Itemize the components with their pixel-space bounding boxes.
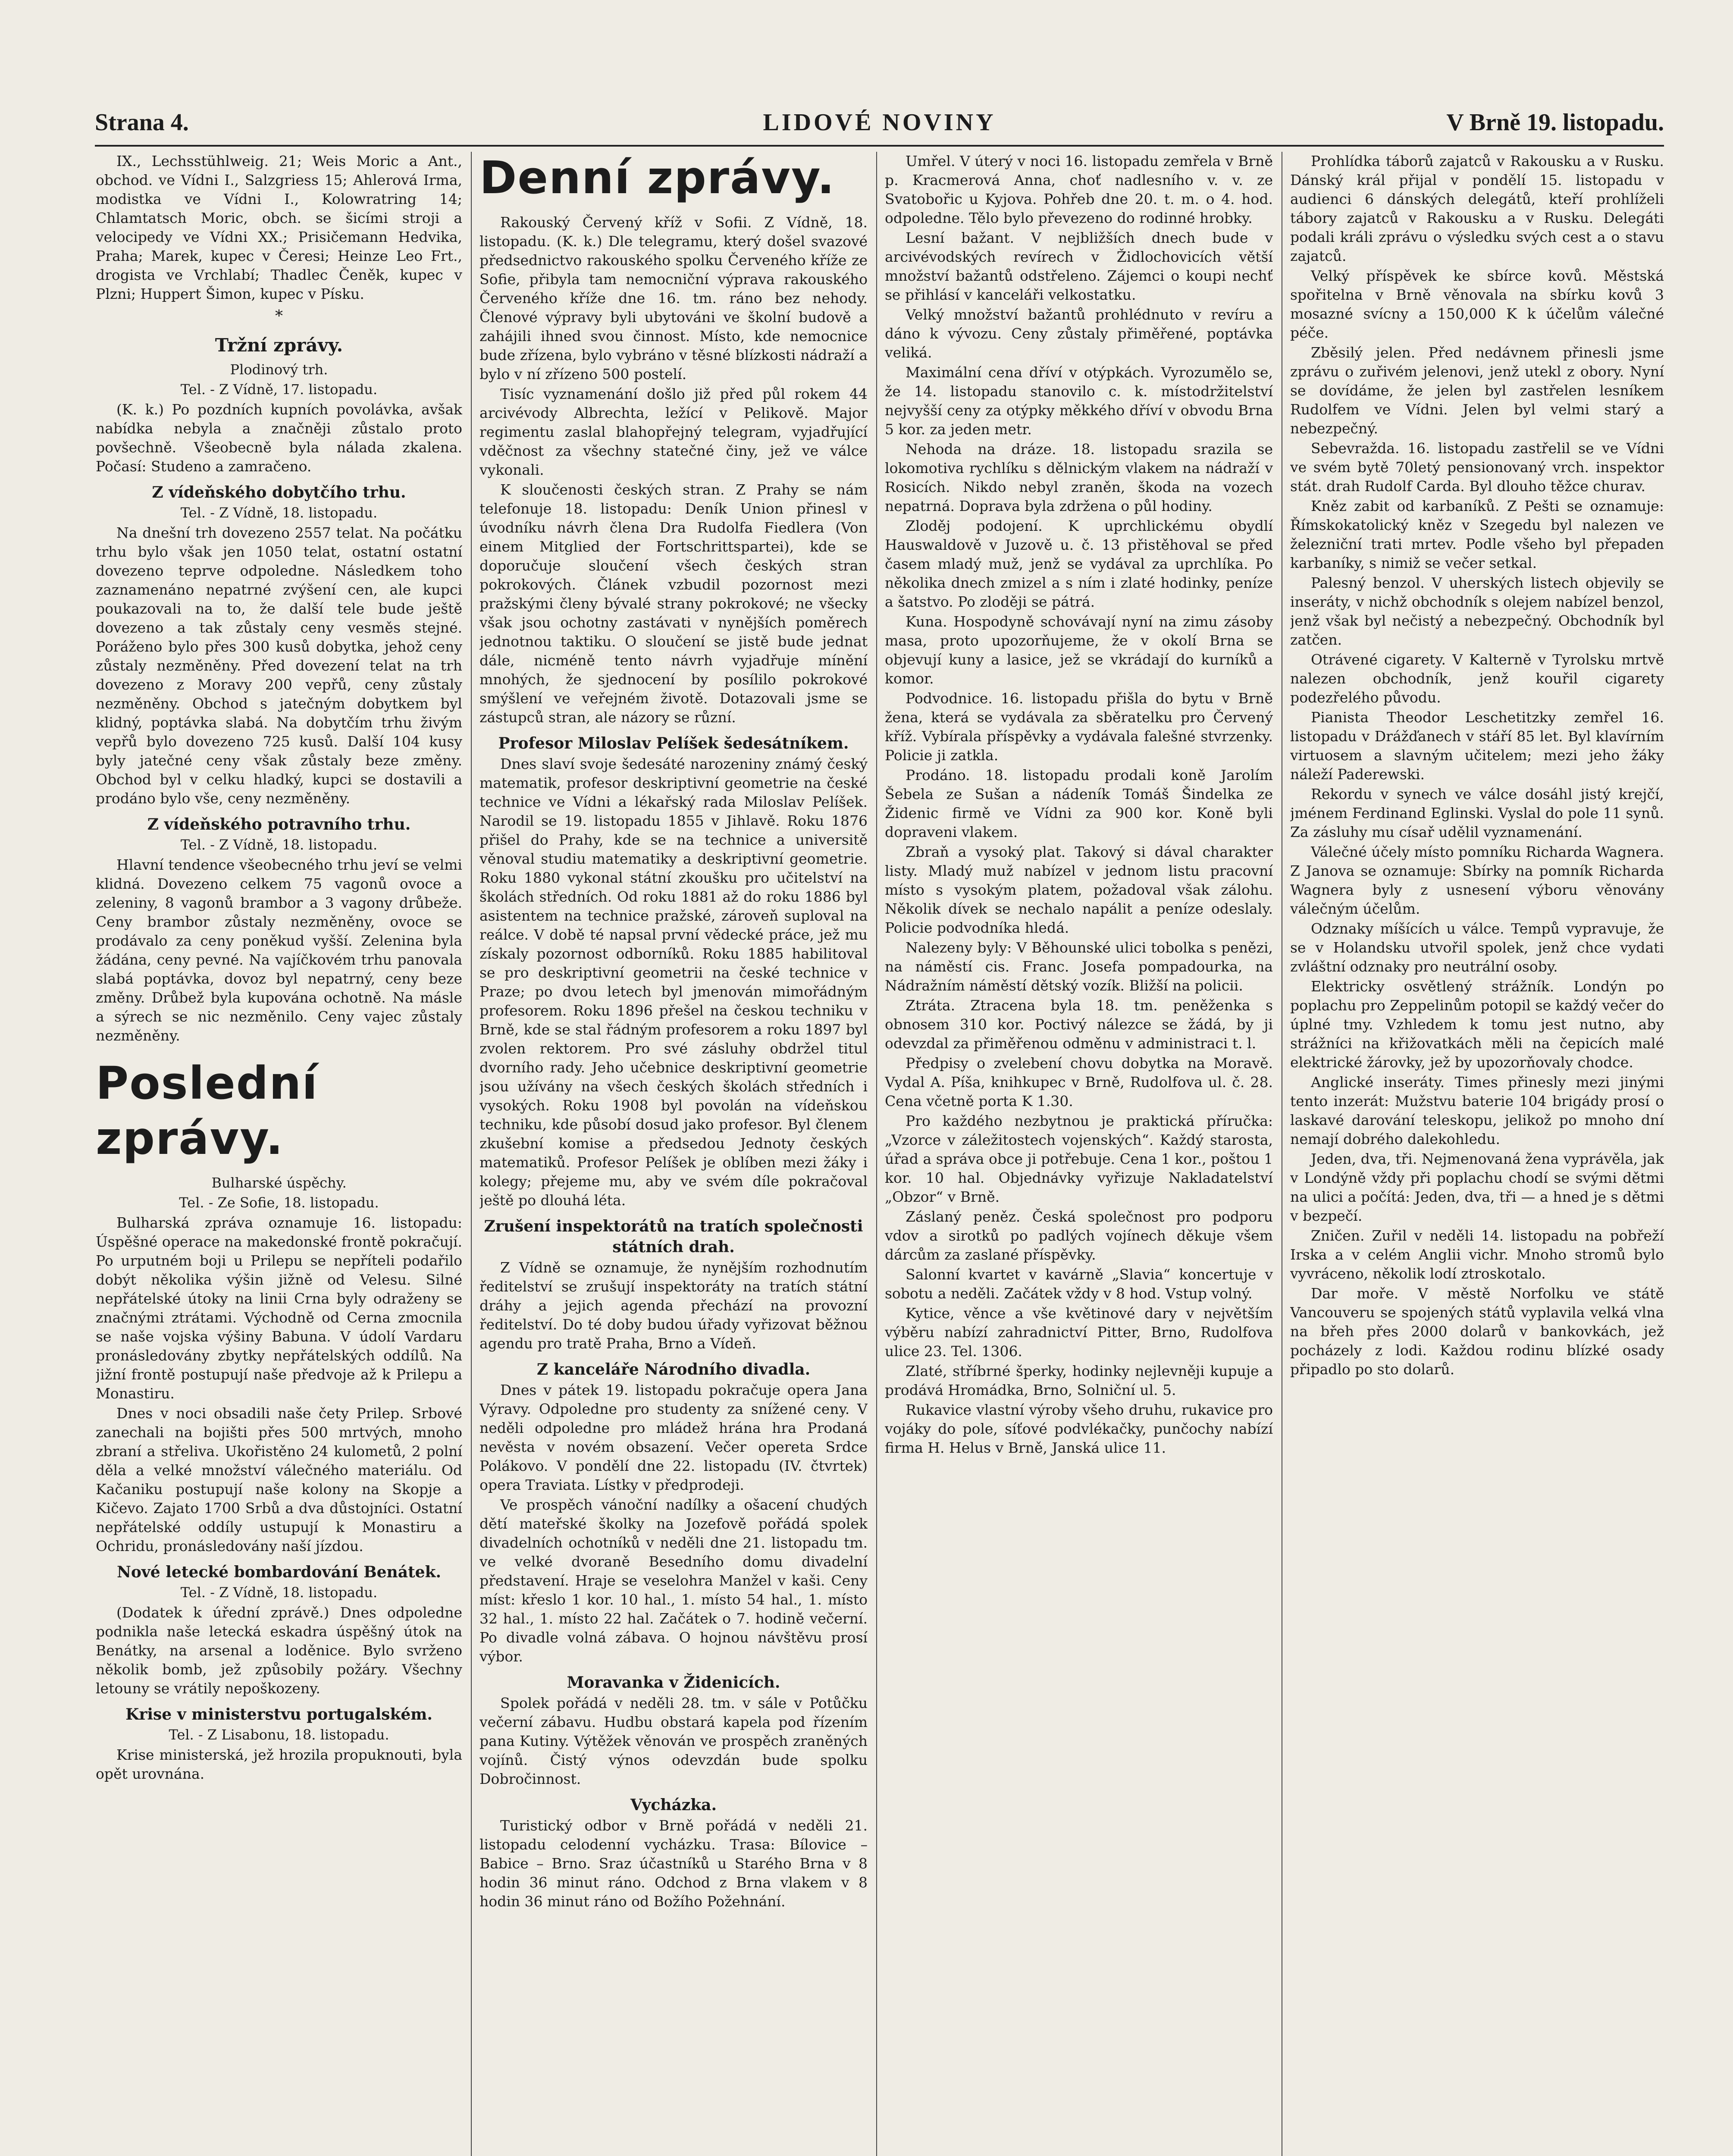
article-text: Ztráta. Ztracena byla 18. tm. peněženka s obnosem 310 kor. Poctivý nálezce se žádá, by ji odevzdal za přiměřenou odměnu v administraci t. l.: [885, 997, 1273, 1052]
subsection-title: Z vídeňského potravního trhu.: [147, 815, 411, 834]
dateline-source: Tel. - Z Lisabonu, 18. listopadu.: [169, 1727, 389, 1743]
article-text: Rakouský Červený kříž v Sofii. Z Vídně, 18. listopadu. (K. k.) Dle telegramu, který došel svazové předsednictvo rakouského spolku Červeného kříže ze Sofie, přibyla tam nemocniční výprava rakouského Červeného kříže dne 16. tm. ráno bez nehody. Členové výpravy byli ubytováni ve školní budově a zahájili ihned svou činnost. Místo, kde nemocnice bude zřízena, bylo vybráno v těsné blízkosti nádraží a bylo v ní zřízeno 500 postelí.: [479, 214, 868, 382]
article-text: Zbraň a vysoký plat. Takový si dával charakter listy. Mladý muž nabízel v jednom listu pracovní místo s vysokým platem, požadoval však zálohu. Několik dívek se nechalo napálit a peníze odeslaly. Policie podvodníka hledá.: [885, 843, 1273, 936]
article-text: Odznaky míšících u válce. Tempů vypravuje, že se v Holandsku utvořil spolek, jenž chce vydati zvláštní odznaky pro neutrální osoby.: [1290, 920, 1664, 975]
column-1: [96, 152, 462, 2156]
article-text: Prodáno. 18. listopadu prodali koně Jarolím Šebela ze Sušan a nádeník Tomáš Šindelka ze Židenic firmě ve Vídni za 900 kor. Koně byli dopraveni vlakem.: [885, 767, 1273, 840]
article-text: K sloučenosti českých stran. Z Prahy se nám telefonuje 18. listopadu: Deník Union přinesl v úvodníku návrh člena Dra Rudolfa Fiedlera (Von einem Mitglied der Fortschrittspartei), kde se doporučuje sloučení všech českých stran pokrokových. Článek vzbudil pozornost mezi pražskými členy bývalé strany pokrokové; ne všecky však jsou ochotny zastávati v nynějších poměrech jednotnou taktiku. O sloučení se jistě bude jednat dále, nicméně tento návrh vyjadřuje mínění mnohých, že sjednocení by posílilo pokrokové smýšlení ve veřejném životě. Dotazovali jsme se zástupců stran, ale názory se různí.: [479, 481, 868, 726]
article-text: Umřel. V úterý v noci 16. listopadu zemřela v Brně p. Kracmerová Anna, choť nadlesního v. v. ze Svatobořic u Kyjova. Pohřeb dne 20. t. m. o 4. hod. odpoledne. Tělo bylo převezeno do rodinné hrobky.: [885, 153, 1273, 226]
page-number: Strana 4.: [95, 109, 189, 136]
article-text: Sebevražda. 16. listopadu zastřelil se ve Vídni ve svém bytě 70letý pensionovaný vrch. inspektor stát. drah Rudolf Carda. Byl dlouho těžce churav.: [1290, 440, 1664, 495]
article-title: Z kanceláře Národního divadla.: [536, 1360, 811, 1379]
article-text: Anglické inseráty. Times přinesly mezi jinými tento inzerát: Mužstvu baterie 104 brigády prosí o laskavé darování teleskopu, jelikož po mnoho dní nemají dobrého dalekohledu.: [1290, 1074, 1664, 1147]
article-text: Spolek pořádá v neděli 28. tm. v sále v Potůčku večerní zábavu. Hudbu obstará kapela pod řízením pana Kutiny. Výtěžek věnován ve prospěch zraněných vojínů. Čistý výnos odevzdán bude spolku Dobročinnost.: [479, 1695, 868, 1787]
header-rule: [95, 145, 1664, 147]
article-text: (Dodatek k úřední zprávě.) Dnes odpoledne podnikla naše letecká eskadra úspěšný útok na Benátky, na arsenal a loděnice. Bylo svrženo několik bomb, jež způsobily požáry. Všechny letouny se vrátily nepoškozeny.: [96, 1604, 462, 1697]
dateline-source: Tel. - Z Vídně, 17. listopadu.: [180, 381, 378, 398]
article-text: Ve prospěch vánoční nadílky a ošacení chudých dětí mateřské školky na Jozefově pořádá spolek divadelních ochotníků v neděli dne 21. listopadu tm. ve velké dvoraně Besedního domu divadelní představení. Hraje se veselohra Manžel v kaši. Ceny míst: křeslo 1 kor. 10 hal., 1. místo 54 hal., 1. místo 32 hal., 1. místo 22 hal. Začátek o 7. hodině večerní. Po divadle volná zábava. O hojnou návštěvu prosí výbor.: [479, 1496, 868, 1665]
article-text: Prohlídka táborů zajatců v Rakousku a v Rusku. Dánský král přijal v pondělí 15. listopadu v audienci 6 dánských delegátů, kteří prohlíželi tábory zajatců v Rakousku a v Rusku. Delegáti podali králi zprávu o výsledku svých cest a o stavu zajatců.: [1290, 153, 1664, 264]
subsection-title: Z vídeňského dobytčího trhu.: [152, 483, 406, 501]
section-heading-last-news: Poslední zprávy.: [96, 1057, 318, 1165]
subsection-title: Nové letecké bombardování Benátek.: [116, 1563, 442, 1581]
column-3: [885, 152, 1273, 2156]
article-text: Předpisy o zvelebení chovu dobytka na Moravě. Vydal A. Píša, knihkupec v Brně, Rudolfova ul. č. 28. Cena včetně porta K 1.30.: [885, 1055, 1273, 1109]
separator: *: [275, 307, 283, 325]
article-text: Podvodnice. 16. listopadu přišla do bytu v Brně žena, která se vydávala za sběratelku pro Červený kříž. Vybírala příspěvky a vydávala falešné stvrzenky. Policie ji zatkla.: [885, 690, 1273, 764]
article-text: Dnes slaví svoje šedesáté narozeniny známý český matematik, profesor deskriptivní geometrie na české technice ve Vídni a lékařský rada Miloslav Pelíšek. Narodil se 19. listopadu 1855 v Jihlavě. Roku 1876 přišel do Prahy, kde se na technice a universitě věnoval studiu matematiky a deskriptivní geometrie. Roku 1880 vykonal státní zkoušku pro učitelství na školách středních. Od roku 1881 až do roku 1886 byl asistentem na technice pražské, zároveň suploval na reálce. V době té napsal první vědecké práce, jež mu získaly pozornost odborníků. Roku 1885 habilitoval se pro deskriptivní geometrii na české technice v Praze; po dvou letech byl jmenován mimořádným profesorem. Roku 1896 přešel na českou techniku v Brně, kde se stal řádným profesorem a roku 1897 byl zvolen rektorem. Pro své zásluhy obdržel titul dvorního rady. Jeho učebnice deskriptivní geometrie jsou užívány na všech českých školách středních i vysokých. Roku 1908 byl povolán na vídeňskou techniku, kde působí dosud jako profesor. Byl členem zkušební komise a předsedou Jednoty českých matematiků. Profesor Pelíšek je oblíben mezi žáky i kolegy; přejeme mu, aby ve svém díle pokračoval ještě po dlouhá léta.: [479, 755, 868, 1209]
article-text: Dnes v pátek 19. listopadu pokračuje opera Jana Výravy. Odpoledne pro studenty za snížené ceny. V neděli odpoledne pro mládež hrána hra Prodaná nevěsta v novém obsazení. Večer opereta Srdce Polákovo. V pondělí dne 22. listopadu (IV. čtvrtek) opera Traviata. Lístky v předprodeji.: [479, 1382, 868, 1493]
column-divider: [876, 152, 877, 2156]
article-title: Profesor Miloslav Pelíšek šedesátníkem.: [498, 734, 849, 752]
article-text: Pianista Theodor Leschetitzky zemřel 16. listopadu v Drážďanech v stáří 85 let. Byl klavírním virtuosem a slavným učitelem; mezi jeho žáky náleží Paderewski.: [1290, 709, 1664, 783]
article-text: Rekordu v synech ve válce dosáhl jistý krejčí, jménem Ferdinand Eglinski. Vyslal do pole 11 synů. Za zásluhy mu císař udělil vyznamenání.: [1290, 786, 1664, 840]
article-text: Kněz zabit od karbaníků. Z Pešti se oznamuje: Římskokatolický kněz v Szegedu byl nalezen ve železniční trati mrtev. Podle všeho byl přepaden karbaníky, s nimiž se večer setkal.: [1290, 498, 1664, 571]
article-text: Krise ministerská, jež hrozila propuknouti, byla opět urovnána.: [96, 1746, 462, 1782]
article-text: Pro každého nezbytnou je praktická příručka: „Vzorce v záležitostech vojenských“. Každý starosta, úřad a správa obce ji potřebuje. Cena 1 kor., poštou 1 kor. 10 hal. Objednávky vyřizuje Nakladatelství „Obzor“ v Brně.: [885, 1112, 1273, 1205]
article-text: Maximální cena dříví v otýpkách. Vyrozumělo se, že 14. listopadu stanovilo c. k. místodržitelství nejvyšší ceny za otýpky měkkého dříví v obvodu Brna 5 kor. za jeden metr.: [885, 364, 1273, 438]
article-text: Na dnešní trh dovezeno 2557 telat. Na počátku trhu bylo však jen 1050 telat, ostatní ostatní dovezeno teprve odpoledne. Následkem toho zaznamenáno nepatrné zvýšení cen, ale kupci poukazovali na to, že další tele bude ještě dovezeno a tak zůstaly ceny vesměs stejné. Poráženo bylo přes 300 kusů dobytka, jehož ceny zůstaly nezměněny. Před dovezení telat na trh dovezeno z Moravy 200 vepřů, ceny zůstaly nezměněny. Obchod s jatečným dobytkem byl klidný, poptávka slabá. Na dobytčím trhu živým vepřů bylo dovezeno 725 kusů. Další 104 kusy byly jatečné ceny však zůstaly beze změny. Obchod byl v celku hladký, kupci se dostavili a prodáno bylo vše, ceny nezměněny.: [96, 524, 462, 807]
section-title: Tržní zprávy.: [215, 335, 343, 356]
column-divider: [471, 152, 472, 2156]
article-text: Salonní kvartet v kavárně „Slavia“ koncertuje v sobotu a neděli. Začátek vždy v 8 hod. Vstup volný.: [885, 1266, 1273, 1302]
article-text: IX., Lechsstühlweig. 21; Weis Moric a Ant., obchod. ve Vídni I., Salzgriess 15; Ahlerová Irma, modistka ve Vídni I., Kolowratring 14; Chlamtatsch Moric, obch. se šicími stroji a velocipedy ve Vídni XX.; Prisičemann Hedvika, Praha; Marek, kupec v Čeresi; Heinze Leo Frt., drogista ve Vrchlabí; Thadlec Čeněk, kupec v Plzni; Huppert Šimon, kupec v Písku.: [96, 153, 462, 302]
article-text: Rukavice vlastní výroby všeho druhu, rukavice pro vojáky do pole, síťové podvlékačky, punčochy nabízí firma H. Helus v Brně, Janská ulice 11.: [885, 1401, 1273, 1456]
article-text: Zlaté, stříbrné šperky, hodinky nejlevněji kupuje a prodává Hromádka, Brno, Solniční ul. 5.: [885, 1363, 1273, 1398]
article-text: Zničen. Zuřil v neděli 14. listopadu na pobřeží Irska a v celém Anglii vichr. Mnoho stromů bylo vyvráceno, několik lodí ztroskotalo.: [1290, 1227, 1664, 1282]
article-text: Palesný benzol. V uherských listech objevily se inseráty, v nichž obchodník s olejem nabízel benzol, jenž však byl nečistý a nebezpečný. Obchodník byl zatčen.: [1290, 574, 1664, 648]
article-text: Hlavní tendence všeobecného trhu jeví se velmi klidná. Dovezeno celkem 75 vagonů ovoce a zeleniny, 8 vagonů brambor a 3 vagony drůbeže. Ceny brambor zůstaly nezměněny, ovoce se prodávalo za ceny poněkud vyšší. Zelenina byla žádána, ceny pevné. Na vajíčkovém trhu panovala slabá poptávka, dovoz byl nepatrný, ceny beze změny. Drůbež byla kupována ochotně. Na másle a sýrech se nic nezměnilo. Ceny vajec zůstaly nezměněny.: [96, 856, 462, 1044]
article-text: Válečné účely místo pomníku Richarda Wagnera. Z Janova se oznamuje: Sbírky na pomník Richarda Wagnera byly z usnesení výboru věnovány válečným účelům.: [1290, 843, 1664, 917]
article-text: Dnes v noci obsadili naše čety Prilep. Srbové zanechali na bojišti přes 500 mrtvých, mnoho zbraní a střeliva. Ukořistěno 24 kulometů, 2 polní děla a velké množství válečného materiálu. Od Kačaniku postupují naše kolony na Skopje a Kičevo. Zajato 1700 Srbů a dva důstojníci. Ostatní nepřátelské oddíly ustupují k Monastiru a Ochridu, pronásledovány naší jízdou.: [96, 1405, 462, 1554]
article-text: Tisíc vyznamenání došlo již před půl rokem 44 arcivévody Albrechta, ležící v Pelikově. Major regimentu zaslal blahopřejný telegram, vyjadřující vděčnost za všechny statečné činy, jež ve válce vykonali.: [479, 385, 868, 478]
article-text: Nalezeny byly: V Běhounské ulici tobolka s penězi, na náměstí cis. Franc. Josefa pompadourka, na Nádražním náměstí dětský vozík. Bližší na policii.: [885, 939, 1273, 994]
article-text: Zběsilý jelen. Před nedávnem přinesli jsme zprávu o zuřivém jelenovi, jenž utekl z obory. Nyní se dovídáme, že jelen byl zastřelen lesníkem Rudolfem ve Vídni. Jelen byl velmi starý a nebezpečný.: [1290, 344, 1664, 437]
article-text: Turistický odbor v Brně pořádá v neděli 21. listopadu celodenní vycházku. Trasa: Bílovice – Babice – Brno. Sraz účastníků u Starého Brna v 8 hodin 36 minut ráno. Odchod z Brna vlakem v 8 hodin 36 minut ráno od Božího Požehnání.: [479, 1817, 868, 1910]
article-title: Vycházka.: [630, 1796, 717, 1814]
dateline-source: Tel. - Z Vídně, 18. listopadu.: [180, 837, 378, 853]
article-text: Lesní bažant. V nejbližších dnech bude v arcivévodských revírech v Židlochovicích větší množství bažantů odstřeleno. Zájemci o koupi nechť se přihlásí v kanceláři velkostatku.: [885, 229, 1273, 303]
article-text: Kuna. Hospodyně schovávají nyní na zimu zásoby masa, proto upozorňujeme, že v okolí Brna se objevují kuny a lasice, jež se vkrádají do kurníků a komor.: [885, 613, 1273, 687]
column-4: [1290, 152, 1664, 2156]
article-text: Záslaný peněz. Česká společnost pro podporu vdov a sirotků po padlých vojínech děkuje všem dárcům za zaslané příspěvky.: [885, 1208, 1273, 1263]
article-text: Kytice, věnce a vše květinové dary v největším výběru nabízí zahradnictví Pitter, Brno, Rudolfova ulice 23. Tel. 1306.: [885, 1305, 1273, 1360]
article-text: Otrávené cigarety. V Kalterně v Tyrolsku mrtvě nalezen obchodník, jenž kouřil cigarety podezřelého původu.: [1290, 651, 1664, 706]
subsection-title: Bulharské úspěchy.: [211, 1175, 347, 1191]
article-title: Moravanka v Židenicích.: [567, 1673, 780, 1692]
masthead: LIDOVÉ NOVINY: [763, 109, 996, 136]
section-heading-daily-news: Denní zprávy.: [479, 152, 835, 204]
article-text: Elektricky osvětlený strážník. Londýn po poplachu pro Zeppelinům potopil se každý večer do úplné tmy. Vzhledem k tomu jest nutno, aby strážníci na křižovatkách měli na čepicích malé elektrické žárovky, jež by upozorňovaly chodce.: [1290, 978, 1664, 1071]
article-text: Bulharská zpráva oznamuje 16. listopadu: Úspěšné operace na makedonské frontě pokračují. Po urputném boji u Prilepu se nepříteli podařilo dobýt několika výšin jižně od Velesu. Silné nepřátelské útoky na linii Crna byly odraženy se značnými ztrátami. Východně od Cerna zmocnila se naše vojska výšiny Babuna. V údolí Vardaru pronásledovány zbytky nepřátelských oddílů. Na jižní frontě postupují naše předvoje až k Prilepu a Monastiru.: [96, 1214, 462, 1402]
article-text: (K. k.) Po pozdních kupních povolávka, avšak nabídka nebyla a značněji zůstalo proto povšechně. Všeobecně byla nálada zkalena. Počasí: Studeno a zamračeno.: [96, 401, 462, 475]
page-header: [95, 109, 1664, 143]
dateline: V Brně 19. listopadu.: [1446, 109, 1664, 136]
article-text: Z Vídně se oznamuje, že nynějším rozhodnutím ředitelství se zrušují inspektoráty na tratích státní dráhy a jejich agenda přechází na provozní ředitelství. Do té doby budou úřady vyřizovat běžnou agendu pro tratě Praha, Brno a Vídeň.: [479, 1259, 868, 1352]
dateline-source: Tel. - Z Vídně, 18. listopadu.: [180, 1584, 378, 1601]
dateline-source: Tel. - Ze Sofie, 18. listopadu.: [179, 1194, 379, 1211]
article-text: Jeden, dva, tři. Nejmenovaná žena vyprávěla, jak v Londýně vždy při poplachu chodí se svými dětmi na ulici a počítá: Jeden, dva, tři — a hned je s dětmi v bezpečí.: [1290, 1150, 1664, 1224]
article-text: Dar moře. V městě Norfolku ve státě Vancouveru se spojených států vyplavila velká vlna na břeh přes 2000 dolarů v bankovkách, jež pocházely z lodi. Každou rodinu blízké osady připadlo po sto dolarů.: [1290, 1285, 1664, 1378]
article-text: Velký množství bažantů prohlédnuto v revíru a dáno k vývozu. Ceny zůstaly přiměřené, poptávka veliká.: [885, 306, 1273, 361]
dateline-source: Tel. - Z Vídně, 18. listopadu.: [180, 505, 378, 521]
subsection-title: Plodinový trh.: [230, 361, 328, 378]
column-2: [479, 152, 868, 2156]
article-text: Zloděj podojení. K uprchlickému obydlí Hauswaldově v Juzově u. č. 13 přistěhoval se před časem mladý muž, jenž se vydával za uprchlíka. Po několika dnech zmizel a s ním i zlaté hodinky, peníze a šatstvo. Po zloději se pátrá.: [885, 517, 1273, 610]
article-text: Nehoda na dráze. 18. listopadu srazila se lokomotiva rychlíku s dělnickým vlakem na nádraží v Rosicích. Nikdo nebyl zraněn, škoda na vozech nepatrná. Doprava byla zdržena o půl hodiny.: [885, 441, 1273, 514]
article-title: Zrušení inspektorátů na tratích společnosti státních drah.: [484, 1217, 863, 1256]
article-text: Velký příspěvek ke sbírce kovů. Městská spořitelna v Brně věnovala na sbírku kovů 3 mosazné svícny a 150,000 K k účelům válečné péče.: [1290, 267, 1664, 341]
subsection-title: Krise v ministerstvu portugalském.: [125, 1705, 432, 1724]
